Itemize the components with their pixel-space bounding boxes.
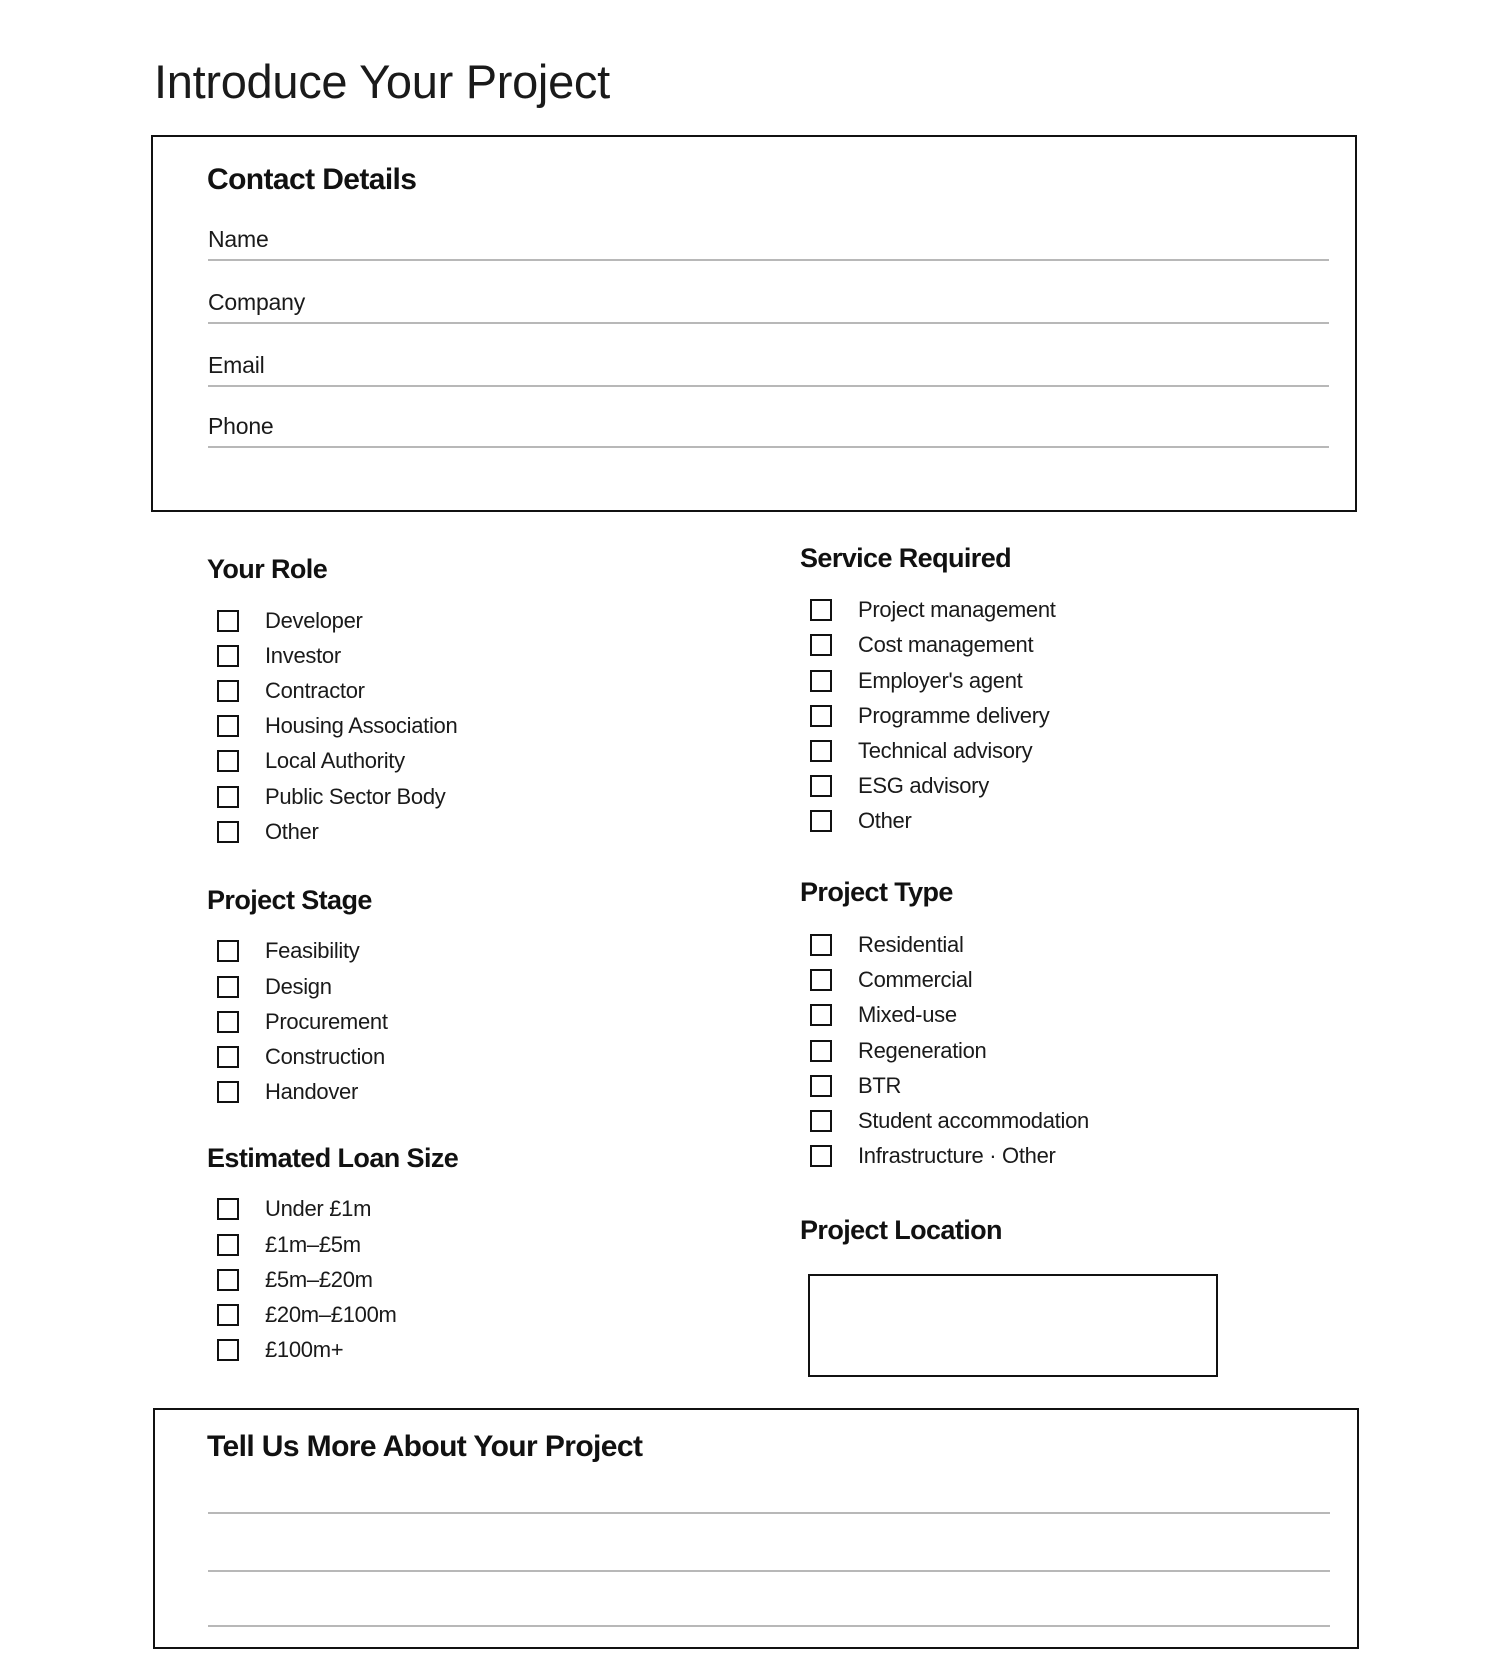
option-label: Public Sector Body xyxy=(265,784,446,809)
option-label: Construction xyxy=(265,1044,385,1069)
name-field-label: Name xyxy=(208,226,269,252)
contact-details-heading: Contact Details xyxy=(207,163,417,196)
loan-option-5m-20m[interactable] xyxy=(207,1263,373,1297)
checkbox[interactable] xyxy=(217,821,239,843)
checkbox[interactable] xyxy=(217,1339,239,1361)
service-option-programme-delivery[interactable] xyxy=(800,699,1049,733)
option-label: £20m–£100m xyxy=(265,1302,397,1327)
checkbox[interactable] xyxy=(217,1198,239,1220)
email-field[interactable] xyxy=(208,349,1329,387)
checkbox[interactable] xyxy=(217,1011,239,1033)
estimated-loan-size-heading: Estimated Loan Size xyxy=(207,1143,459,1173)
option-label: Investor xyxy=(265,643,341,668)
checkbox[interactable] xyxy=(810,599,832,621)
role-option-local-authority[interactable] xyxy=(207,744,405,778)
option-label: Programme delivery xyxy=(858,703,1050,728)
option-label: £1m–£5m xyxy=(265,1232,361,1257)
option-label: Design xyxy=(265,974,332,999)
type-option-regeneration[interactable] xyxy=(800,1034,987,1068)
type-option-btr[interactable] xyxy=(800,1069,901,1103)
your-role-section xyxy=(207,554,458,844)
option-label: £5m–£20m xyxy=(265,1267,373,1292)
checkbox[interactable] xyxy=(217,786,239,808)
tell-us-more-panel xyxy=(153,1408,1359,1649)
option-label: Feasibility xyxy=(265,938,360,963)
project-location-input[interactable] xyxy=(808,1274,1218,1377)
checkbox[interactable] xyxy=(217,1234,239,1256)
project-type-heading: Project Type xyxy=(800,877,953,907)
option-label: Housing Association xyxy=(265,713,458,738)
option-label: Local Authority xyxy=(265,748,405,773)
project-location-heading: Project Location xyxy=(800,1215,1002,1245)
name-field[interactable] xyxy=(208,223,1329,261)
option-label: Procurement xyxy=(265,1009,388,1034)
contact-details-panel xyxy=(151,135,1357,512)
tell-us-more-line-3[interactable] xyxy=(208,1625,1330,1627)
stage-option-construction[interactable] xyxy=(207,1040,385,1074)
service-option-cost-management[interactable] xyxy=(800,628,1033,662)
option-label: Handover xyxy=(265,1079,358,1104)
role-option-public-sector-body[interactable] xyxy=(207,780,445,814)
option-label: Regeneration xyxy=(858,1038,987,1063)
service-option-technical-advisory[interactable] xyxy=(800,734,1032,768)
checkbox[interactable] xyxy=(810,1040,832,1062)
page-title: Introduce Your Project xyxy=(154,55,610,108)
project-stage-heading: Project Stage xyxy=(207,885,372,915)
type-option-infrastructure-other[interactable] xyxy=(800,1139,1056,1173)
stage-option-handover[interactable] xyxy=(207,1075,358,1109)
role-option-housing-association[interactable] xyxy=(207,709,457,743)
option-label: Other xyxy=(265,819,319,844)
type-option-residential[interactable] xyxy=(800,928,964,962)
checkbox[interactable] xyxy=(217,715,239,737)
tell-us-more-line-1[interactable] xyxy=(208,1512,1330,1514)
company-field[interactable] xyxy=(208,286,1329,324)
role-option-other[interactable] xyxy=(207,815,319,849)
tell-us-more-line-2[interactable] xyxy=(208,1570,1330,1572)
option-label: Residential xyxy=(858,932,964,957)
service-required-heading: Service Required xyxy=(800,543,1012,573)
role-option-contractor[interactable] xyxy=(207,674,365,708)
checkbox[interactable] xyxy=(810,1110,832,1132)
option-label: Technical advisory xyxy=(858,738,1033,763)
checkbox[interactable] xyxy=(810,705,832,727)
checkbox[interactable] xyxy=(810,670,832,692)
project-stage-section xyxy=(207,885,388,1104)
checkbox[interactable] xyxy=(217,610,239,632)
checkbox[interactable] xyxy=(217,940,239,962)
option-label: Developer xyxy=(265,608,363,633)
option-label: Mixed-use xyxy=(858,1002,957,1027)
checkbox[interactable] xyxy=(217,1081,239,1103)
checkbox[interactable] xyxy=(810,934,832,956)
checkbox[interactable] xyxy=(810,634,832,656)
option-label: Infrastructure · Other xyxy=(858,1143,1056,1168)
checkbox[interactable] xyxy=(810,1075,832,1097)
stage-option-procurement[interactable] xyxy=(207,1005,388,1039)
checkbox[interactable] xyxy=(217,1046,239,1068)
type-option-student-accommodation[interactable] xyxy=(800,1104,1089,1138)
project-type-section xyxy=(800,877,1089,1168)
phone-field-label: Phone xyxy=(208,413,274,439)
option-label: Commercial xyxy=(858,967,973,992)
option-label: BTR xyxy=(858,1073,902,1098)
type-option-commercial[interactable] xyxy=(800,963,972,997)
option-label: Student accommodation xyxy=(858,1108,1089,1133)
checkbox[interactable] xyxy=(810,810,832,832)
service-option-esg-advisory[interactable] xyxy=(800,769,989,803)
checkbox[interactable] xyxy=(810,775,832,797)
option-label: Employer's agent xyxy=(858,668,1023,693)
option-label: £100m+ xyxy=(265,1337,344,1362)
company-field-label: Company xyxy=(208,289,306,315)
estimated-loan-size-section xyxy=(207,1143,459,1362)
your-role-heading: Your Role xyxy=(207,554,328,584)
service-option-other[interactable] xyxy=(800,804,912,838)
role-option-developer[interactable] xyxy=(207,604,363,638)
email-field-label: Email xyxy=(208,352,265,378)
role-option-investor[interactable] xyxy=(207,639,341,673)
checkbox[interactable] xyxy=(810,740,832,762)
checkbox[interactable] xyxy=(217,1304,239,1326)
type-option-mixed-use[interactable] xyxy=(800,998,957,1032)
service-required-section xyxy=(800,543,1056,833)
loan-option-20m-100m[interactable] xyxy=(207,1298,397,1332)
checkbox[interactable] xyxy=(217,645,239,667)
tell-us-more-heading: Tell Us More About Your Project xyxy=(207,1430,643,1463)
checkbox[interactable] xyxy=(810,969,832,991)
project-location-section xyxy=(800,1215,1002,1246)
option-label: Contractor xyxy=(265,678,365,703)
option-label: Project management xyxy=(858,597,1056,622)
service-option-employers-agent[interactable] xyxy=(800,664,1023,698)
option-label: Under £1m xyxy=(265,1196,372,1221)
checkbox[interactable] xyxy=(217,976,239,998)
option-label: Other xyxy=(858,808,912,833)
service-option-project-management[interactable] xyxy=(800,593,1056,627)
loan-option-under-1m[interactable] xyxy=(207,1192,371,1226)
option-label: ESG advisory xyxy=(858,773,989,798)
checkbox[interactable] xyxy=(810,1004,832,1026)
loan-option-1m-5m[interactable] xyxy=(207,1228,361,1262)
stage-option-design[interactable] xyxy=(207,970,332,1004)
checkbox[interactable] xyxy=(810,1145,832,1167)
option-label: Cost management xyxy=(858,632,1034,657)
checkbox[interactable] xyxy=(217,750,239,772)
stage-option-feasibility[interactable] xyxy=(207,934,360,968)
checkbox[interactable] xyxy=(217,1269,239,1291)
phone-field[interactable] xyxy=(208,410,1329,448)
checkbox[interactable] xyxy=(217,680,239,702)
loan-option-100m-plus[interactable] xyxy=(207,1333,343,1367)
